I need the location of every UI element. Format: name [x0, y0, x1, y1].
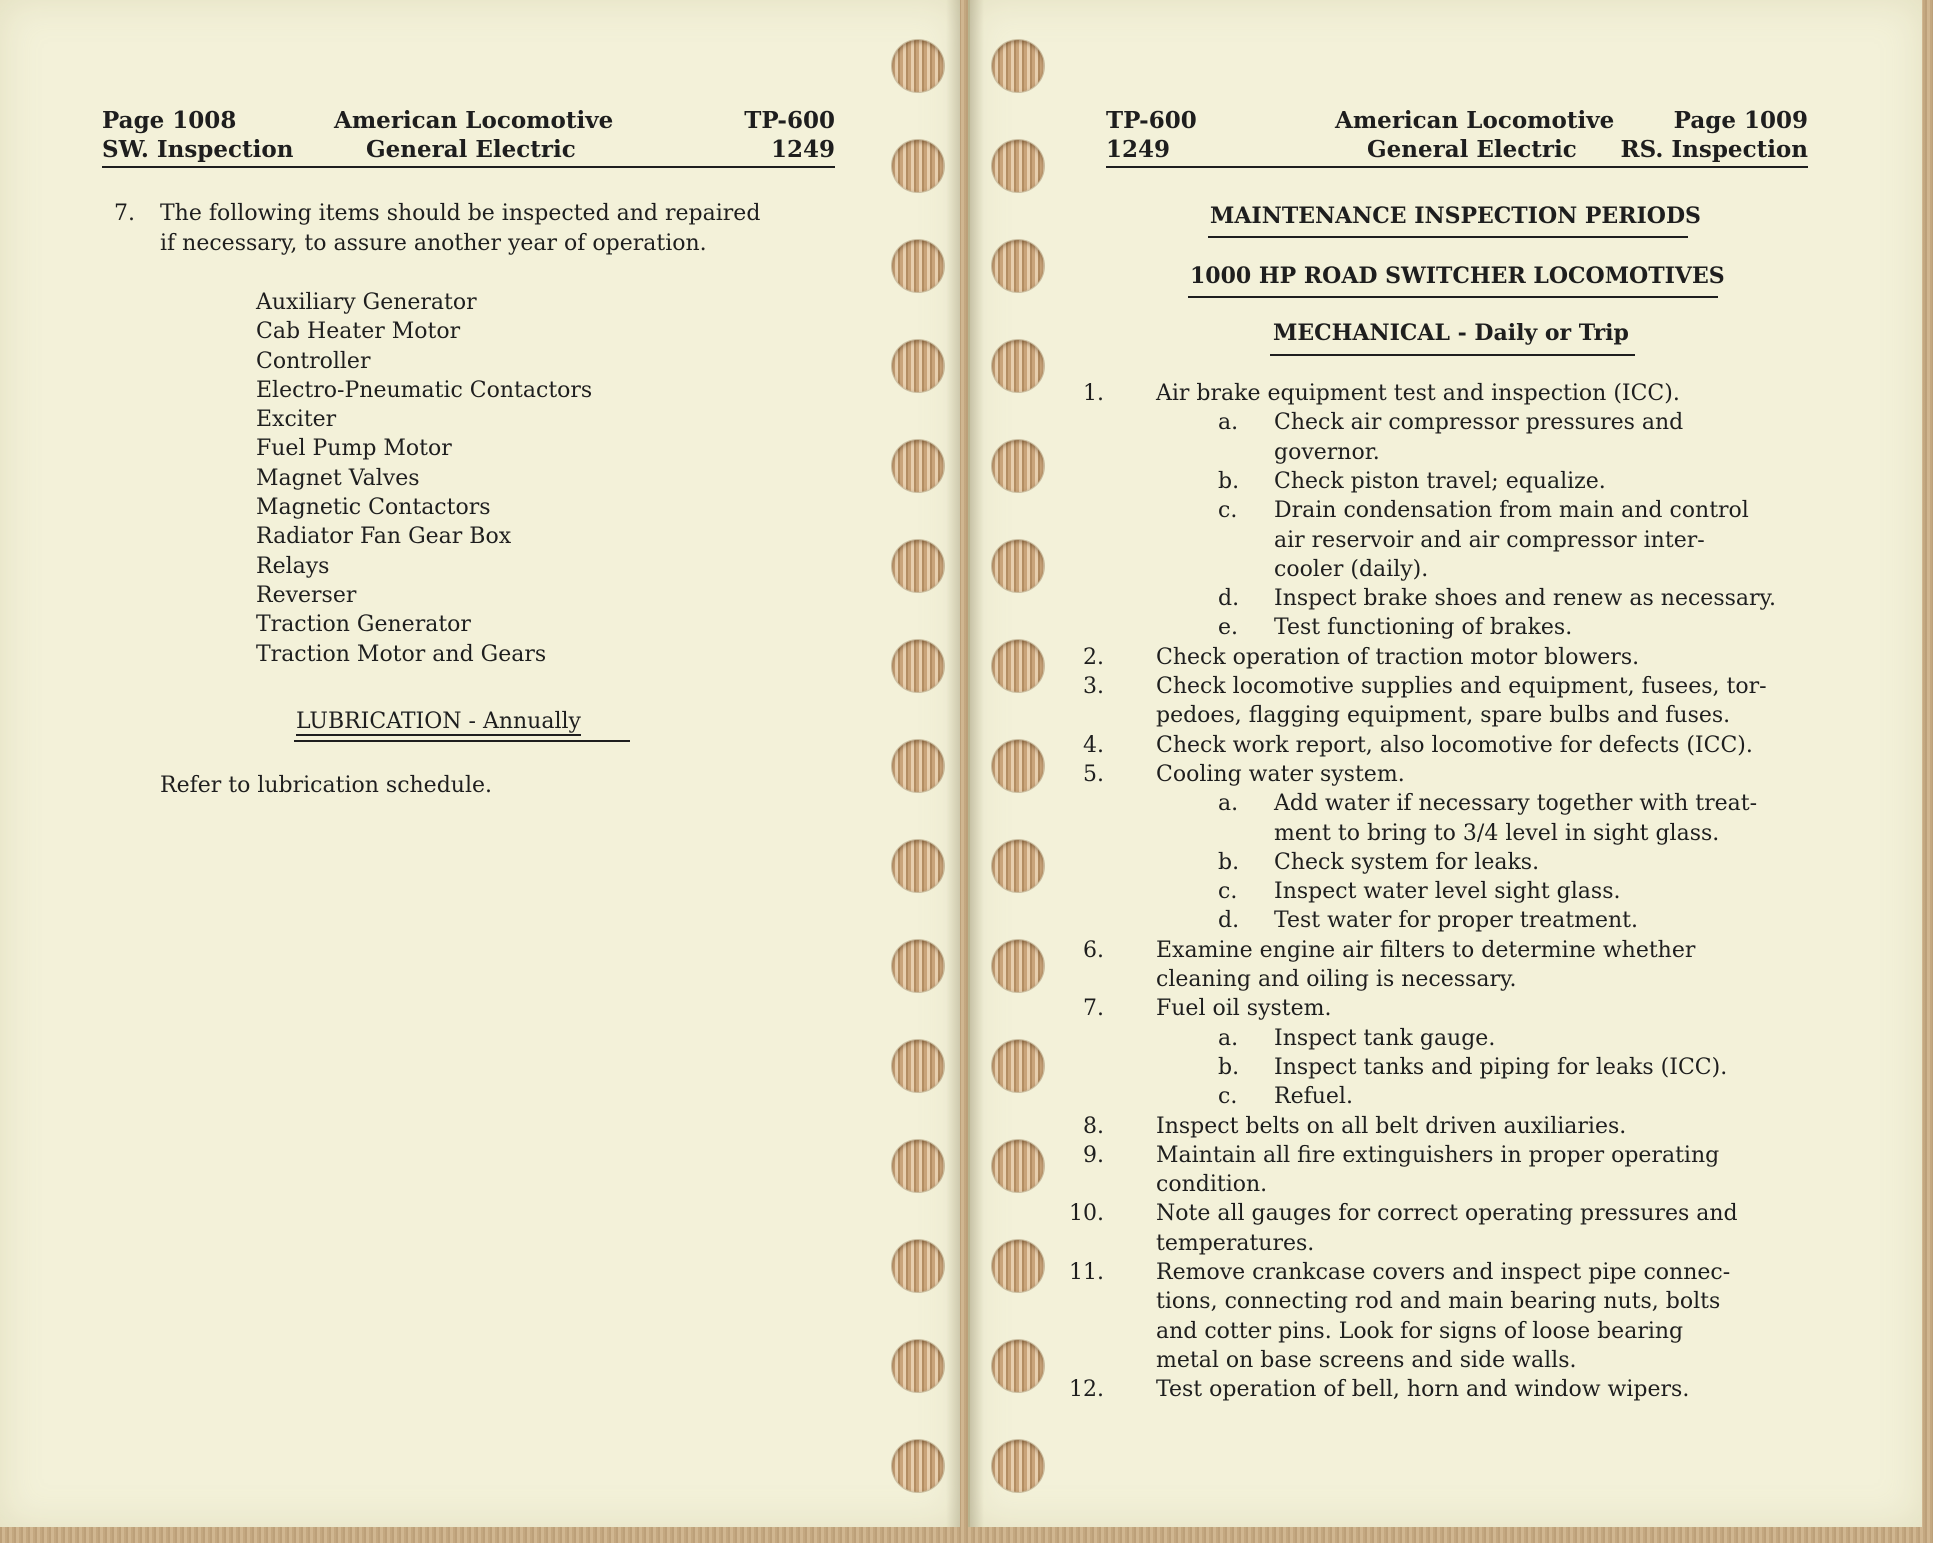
step-text: Inspect brake shoes and renew as necessary.: [1274, 586, 1777, 612]
inspection-items-list: [256, 288, 592, 669]
binder-hole: [892, 740, 944, 792]
binder-hole: [892, 1440, 944, 1492]
step-text: Note all gauges for correct operating pressures and: [1156, 1201, 1738, 1227]
header-page-number: Page 1008: [102, 107, 237, 134]
header-rule: [102, 166, 835, 168]
header-company-line2: General Electric: [366, 136, 576, 163]
header-rule: [1106, 166, 1808, 168]
lubrication-heading: LUBRICATION - Annually: [296, 709, 581, 734]
inspection-item: Reverser: [256, 582, 357, 608]
step-text: temperatures.: [1156, 1230, 1315, 1256]
binder-hole: [992, 740, 1044, 792]
binder-hole: [892, 240, 944, 292]
binder-hole: [892, 40, 944, 92]
binder-hole: [992, 340, 1044, 392]
step-text: cleaning and oiling is necessary.: [1156, 967, 1517, 992]
step-text: condition.: [1156, 1172, 1268, 1198]
sub-step-letter: b.: [1218, 849, 1240, 875]
header-doc-number: TP-600: [744, 107, 835, 134]
step-text: Remove crankcase covers and inspect pipe connec-: [1156, 1260, 1731, 1285]
step-text: Inspect tanks and piping for leaks (ICC).: [1274, 1054, 1728, 1080]
sub-step-letter: d.: [1218, 586, 1240, 612]
title-rule-1: [1208, 236, 1688, 238]
binder-hole: [992, 1140, 1044, 1192]
step-text: Fuel oil system.: [1156, 996, 1332, 1022]
binder-hole: [992, 540, 1044, 592]
title-mechanical: MECHANICAL - Daily or Trip: [1273, 320, 1629, 346]
sub-step-letter: d.: [1218, 908, 1240, 934]
binder-hole: [892, 1340, 944, 1392]
sub-step-letter: a.: [1218, 410, 1239, 436]
step-text: Refuel.: [1274, 1084, 1353, 1110]
binder-hole: [892, 140, 944, 192]
step-text: Check piston travel; equalize.: [1274, 468, 1606, 494]
step-number: 8.: [1083, 1113, 1104, 1139]
header-doc-sub: 1249: [1106, 136, 1171, 163]
step-number: 4.: [1083, 732, 1104, 758]
binder-hole: [992, 1040, 1044, 1092]
item-7-line1: The following items should be inspected and repaired: [160, 201, 761, 226]
sub-step-letter: b.: [1218, 468, 1240, 494]
inspection-item: Traction Motor and Gears: [256, 641, 547, 667]
binder-hole: [892, 1140, 944, 1192]
sub-step-letter: a.: [1218, 1025, 1239, 1051]
step-text: governor.: [1274, 439, 1380, 465]
inspection-item: Controller: [256, 348, 371, 374]
sub-step-letter: c.: [1218, 498, 1238, 524]
binder-hole: [892, 940, 944, 992]
step-number: 10.: [1069, 1201, 1104, 1227]
gutter-shadow: [970, 0, 984, 1527]
binder-hole: [892, 440, 944, 492]
step-number: 9.: [1083, 1142, 1104, 1168]
header-doc-number: TP-600: [1106, 107, 1197, 134]
step-text: pedoes, flagging equipment, spare bulbs and fuses.: [1156, 703, 1731, 729]
binder-hole: [892, 1240, 944, 1292]
sub-step-letter: c.: [1218, 1084, 1238, 1110]
title-road-switcher: 1000 HP ROAD SWITCHER LOCOMOTIVES: [1190, 263, 1725, 289]
right-page: [968, 0, 1922, 1527]
sub-step-letter: c.: [1218, 879, 1238, 905]
binder-hole: [892, 840, 944, 892]
binder-hole: [992, 940, 1044, 992]
header-doc-sub: 1249: [770, 136, 835, 163]
binder-hole: [992, 840, 1044, 892]
step-text: Test water for proper treatment.: [1274, 908, 1638, 934]
item-7-line2: if necessary, to assure another year of operation.: [160, 231, 707, 256]
step-text: Inspect belts on all belt driven auxiliaries.: [1156, 1113, 1627, 1139]
step-text: ment to bring to 3/4 level in sight glass.: [1274, 820, 1720, 846]
binder-hole: [992, 1340, 1044, 1392]
title-maintenance-periods: MAINTENANCE INSPECTION PERIODS: [1210, 203, 1701, 229]
binder-hole: [992, 1440, 1044, 1492]
inspection-item: Exciter: [256, 407, 337, 433]
gutter-shadow: [946, 0, 960, 1527]
inspection-item: Auxiliary Generator: [256, 290, 477, 315]
step-text: Inspect water level sight glass.: [1274, 879, 1621, 905]
step-text: Check work report, also locomotive for defects (ICC).: [1156, 732, 1753, 758]
binder-hole: [892, 340, 944, 392]
binder-hole: [892, 640, 944, 692]
step-number: 6.: [1083, 937, 1104, 963]
title-rule-2: [1188, 296, 1718, 298]
step-number: 2.: [1083, 644, 1104, 670]
inspection-item: Traction Generator: [256, 612, 471, 638]
lubrication-text: Refer to lubrication schedule.: [160, 773, 492, 798]
title-rule-3: [1270, 354, 1635, 356]
step-number: 11.: [1069, 1260, 1104, 1285]
inspection-item: Magnet Valves: [256, 465, 420, 491]
binder-hole: [992, 440, 1044, 492]
header-company-line2: General Electric: [1367, 136, 1577, 163]
step-text: Check operation of traction motor blowers.: [1156, 644, 1640, 670]
step-text: Check air compressor pressures and: [1274, 410, 1684, 436]
binder-hole: [992, 1240, 1044, 1292]
step-text: air reservoir and air compressor inter-: [1274, 527, 1705, 553]
step-number: 5.: [1083, 761, 1104, 787]
sub-step-letter: e.: [1218, 615, 1239, 641]
step-text: Test functioning of brakes.: [1274, 615, 1573, 641]
header-company-line1: American Locomotive: [1335, 107, 1615, 134]
left-page: [0, 0, 960, 1527]
step-text: Drain condensation from main and control: [1274, 498, 1749, 524]
step-number: 3.: [1083, 674, 1104, 699]
item-7-number: 7.: [114, 201, 135, 226]
inspection-item: Electro-Pneumatic Contactors: [256, 377, 593, 403]
inspection-item: Cab Heater Motor: [256, 319, 461, 345]
step-text: cooler (daily).: [1274, 556, 1429, 582]
inspection-item: Fuel Pump Motor: [256, 436, 452, 462]
sub-step-letter: b.: [1218, 1054, 1240, 1080]
binder-hole: [992, 40, 1044, 92]
step-text: Examine engine air filters to determine whether: [1156, 937, 1696, 963]
binder-hole: [892, 540, 944, 592]
step-text: Check system for leaks.: [1274, 849, 1540, 875]
step-text: Maintain all fire extinguishers in proper operating: [1156, 1142, 1720, 1168]
step-text: Inspect tank gauge.: [1274, 1025, 1496, 1051]
header-section: RS. Inspection: [1620, 136, 1808, 163]
sub-step-letter: a.: [1218, 791, 1239, 817]
binder-hole: [992, 240, 1044, 292]
step-text: Test operation of bell, horn and window wipers.: [1156, 1377, 1690, 1403]
step-text: Add water if necessary together with treat-: [1274, 791, 1758, 817]
step-number: 12.: [1069, 1377, 1104, 1403]
step-number: 7.: [1083, 996, 1104, 1022]
step-text: metal on base screens and side walls.: [1156, 1347, 1577, 1373]
binder-hole: [992, 140, 1044, 192]
binder-hole: [992, 640, 1044, 692]
header-section: SW. Inspection: [102, 136, 294, 163]
step-text: and cotter pins. Look for signs of loose bearing: [1156, 1318, 1684, 1344]
step-number: 1.: [1083, 381, 1104, 406]
inspection-item: Magnetic Contactors: [256, 495, 491, 521]
step-text: tions, connecting rod and main bearing nuts, bolts: [1156, 1289, 1721, 1315]
step-text: Air brake equipment test and inspection (ICC).: [1156, 381, 1680, 406]
header-page-number: Page 1009: [1673, 107, 1808, 134]
binder-hole: [892, 1040, 944, 1092]
header-company-line1: American Locomotive: [334, 107, 614, 134]
lubrication-heading-rule: [294, 740, 630, 742]
inspection-item: Radiator Fan Gear Box: [256, 524, 512, 550]
inspection-item: Relays: [256, 553, 330, 579]
step-text: Check locomotive supplies and equipment, fusees, tor-: [1156, 674, 1767, 699]
step-text: Cooling water system.: [1156, 761, 1405, 787]
